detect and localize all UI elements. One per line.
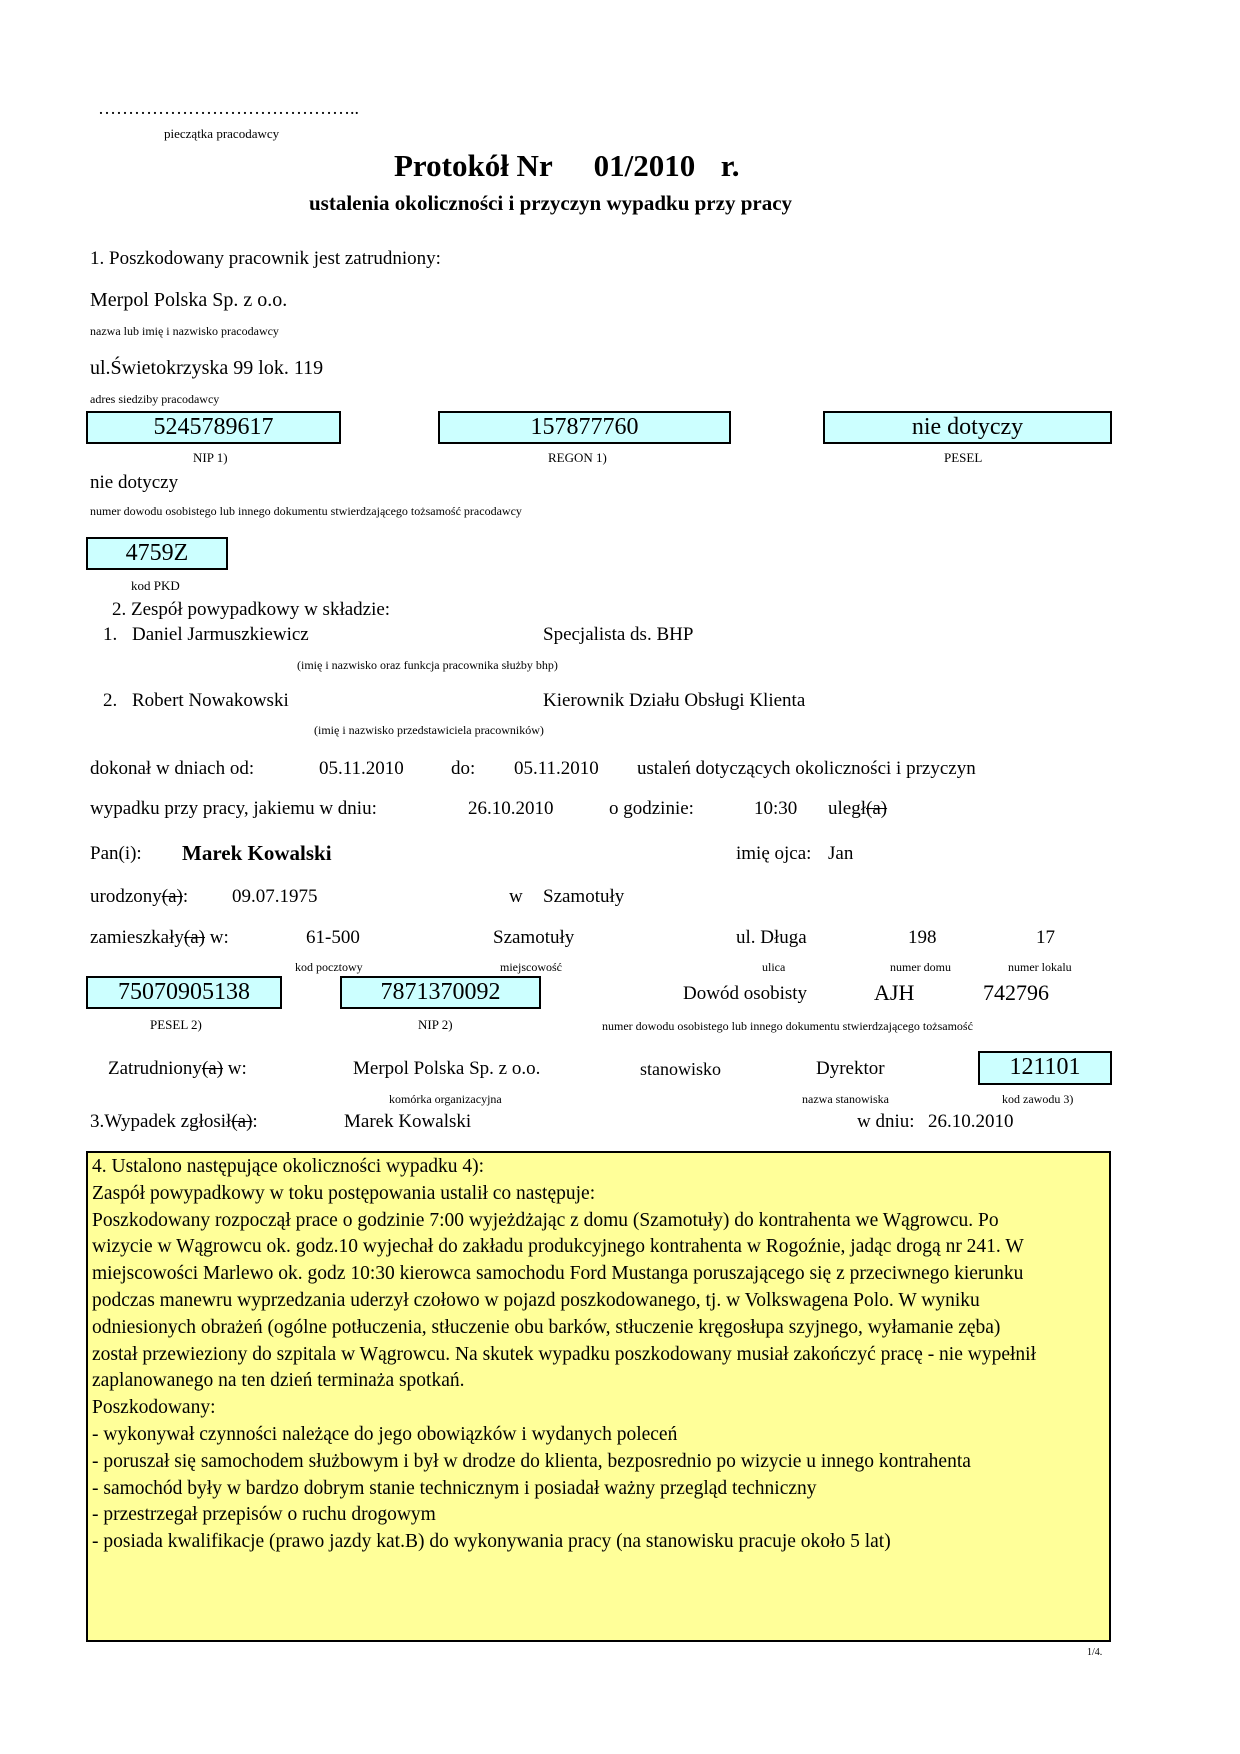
street-caption: ulica <box>762 960 786 974</box>
circumstances-line: odniesionych obrażeń (ogólne potłuczenia, stłuczenie obu barków, stłuczenie kręgosłupa szyjnego, wyłamanie zęba) <box>92 1316 1001 1338</box>
victim-name: Marek Kowalski <box>182 841 332 865</box>
hour-label: o godzinie: <box>609 798 694 819</box>
father-label: imię ojca: <box>736 843 812 864</box>
resides-suffix: w: <box>205 927 229 948</box>
title-suffix: r. <box>720 148 740 183</box>
report-label <box>90 1111 258 1133</box>
employer-address-caption: adres siedziby pracodawcy <box>90 392 220 406</box>
employer-id-doc-caption: numer dowodu osobistego lub innego dokumentu stwierdzającego tożsamość pracodawcy <box>90 504 522 518</box>
circumstances-line: - poruszał się samochodem służbowym i był w drodze do klienta, bezposrednio po wizycie u innego kontrahenta <box>92 1450 971 1472</box>
employed-strike: (a) <box>201 1058 224 1079</box>
circumstances-line: Poszkodowany rozpoczął prace o godzinie 7:00 wyjeżdżając z domu (Szamotuły) do kontrahenta we Wągrowcu. Po <box>92 1209 999 1231</box>
position-caption: nazwa stanowiska <box>802 1092 889 1106</box>
title-prefix: Protokół Nr <box>394 148 553 183</box>
employed-suffix: w: <box>223 1058 247 1079</box>
birth-in-label: w <box>509 886 523 907</box>
stamp-dots: …………………………………….. <box>98 98 359 118</box>
pkd-field: 4759Z <box>86 537 228 570</box>
victim-nip-caption: NIP 2) <box>418 1017 453 1032</box>
victim-pesel-caption: PESEL 2) <box>150 1017 202 1032</box>
doc-number: 742796 <box>983 980 1049 1005</box>
city: Szamotuły <box>493 927 575 948</box>
member-2-num: 2. <box>103 690 118 711</box>
position-name: Dyrektor <box>816 1058 885 1079</box>
page-subtitle: ustalenia okoliczności i przyczyn wypadku przy pracy <box>309 191 793 215</box>
page-title <box>394 148 739 184</box>
protocol-number: 01/2010 <box>593 148 696 183</box>
occupation-code-caption: kod zawodu 3) <box>1002 1092 1074 1106</box>
employer-nip-caption: NIP 1) <box>193 450 228 465</box>
done-label: dokonał w dniach od: <box>90 758 255 779</box>
accident-hour: 10:30 <box>754 798 798 819</box>
circumstances-line: - posiada kwalifikacje (prawo jazdy kat.B) do wykonywania pracy (na stanowisku pracuje około 5 lat) <box>92 1531 891 1553</box>
postal-caption: kod pocztowy <box>295 960 363 974</box>
ulegl-text: uległ <box>828 798 866 819</box>
employer-pesel-field: nie dotyczy <box>823 411 1112 444</box>
member-1-caption: (imię i nazwisko oraz funkcja pracownika służby bhp) <box>297 658 558 672</box>
accident-date: 26.10.2010 <box>468 798 554 819</box>
birth-place: Szamotuły <box>543 886 625 907</box>
ulegl-label <box>828 798 887 820</box>
employer-regon-caption: REGON 1) <box>548 450 607 465</box>
employer-id-doc: nie dotyczy <box>90 472 179 493</box>
doc-type: Dowód osobisty <box>683 983 808 1004</box>
circumstances-line: został przewieziony do szpitala w Wągrowcu. Na skutek wypadku poszkodowany musiał zakończyć pracę - nie wypełnił <box>92 1343 1036 1365</box>
section-2-label: 2. Zespół powypadkowy w składzie: <box>112 599 391 620</box>
circumstances-line: zaplanowanego na ten dzień terminaża spotkań. <box>92 1370 465 1392</box>
resides-text: zamieszkały <box>90 927 184 948</box>
circumstances-line: - wykonywał czynności należące do jego obowiązków i wydanych poleceń <box>92 1423 678 1445</box>
circumstances-line: Zaspół powypadkowy w toku postępowania ustalił co następuje: <box>92 1182 596 1204</box>
circumstances-heading: 4. Ustalono następujące okoliczności wypadku 4): <box>92 1156 485 1177</box>
born-text: urodzony <box>90 886 162 907</box>
member-1-name: Daniel Jarmuszkiewicz <box>132 624 309 645</box>
ulegl-strike: (a) <box>866 798 888 819</box>
born-label <box>90 886 188 908</box>
circumstances-line: - samochód były w bardzo dobrym stanie technicznym i posiadał ważny przegląd techniczny <box>92 1477 817 1499</box>
date-to-label: do: <box>451 758 476 779</box>
reporter-name: Marek Kowalski <box>344 1111 472 1132</box>
member-1-num: 1. <box>103 624 118 645</box>
circumstances-line: wizycie w Wągrowcu ok. godz.10 wyjechał do zakładu produkcyjnego kontrahenta w Rogoźnie, jadąc drogą nr 241. W <box>92 1236 1024 1258</box>
apartment-caption: numer lokalu <box>1008 960 1072 974</box>
postal-code: 61-500 <box>306 927 360 948</box>
report-date-label: w dniu: <box>857 1111 915 1132</box>
house-number: 198 <box>908 927 937 948</box>
city-caption: miejscowość <box>500 960 562 974</box>
member-2-role: Kierownik Działu Obsługi Klienta <box>543 690 806 711</box>
stamp-caption: pieczątka pracodawcy <box>164 126 280 141</box>
accident-label: wypadku przy pracy, jakiemu w dniu: <box>90 798 377 819</box>
occupation-code-field: 121101 <box>978 1051 1112 1085</box>
born-strike: (a) <box>161 886 183 907</box>
org-unit-caption: komórka organizacyjna <box>389 1092 502 1106</box>
birth-date: 09.07.1975 <box>232 886 318 907</box>
circumstances-line: miejscowości Marlewo ok. godz 10:30 kierowca samochodu Ford Mustanga poruszającego się z przeciwnego kierunku <box>92 1263 1024 1285</box>
resides-label <box>90 927 229 949</box>
page-number: 1/4. <box>1087 1647 1103 1658</box>
report-colon: : <box>252 1111 258 1132</box>
born-colon: : <box>182 886 189 907</box>
resides-strike: (a) <box>183 927 205 948</box>
doc-series: AJH <box>874 980 915 1005</box>
findings-label: ustaleń dotyczących okoliczności i przyczyn <box>637 758 976 779</box>
employed-text: Zatrudniony <box>108 1058 202 1079</box>
date-to: 05.11.2010 <box>514 758 599 779</box>
street: ul. Długa <box>736 927 807 948</box>
circumstances-line: Poszkodowany: <box>92 1397 216 1419</box>
employed-label <box>108 1058 247 1080</box>
victim-pesel-field: 75070905138 <box>86 976 282 1009</box>
employer-name: Merpol Polska Sp. z o.o. <box>90 289 288 311</box>
report-strike: (a) <box>231 1111 253 1132</box>
member-2-caption: (imię i nazwisko przedstawiciela pracowników) <box>314 723 544 737</box>
doc-caption: numer dowodu osobistego lub innego dokumentu stwierdzającego tożsamość <box>602 1019 973 1033</box>
section-1-label: 1. Poszkodowany pracownik jest zatrudniony: <box>90 248 441 269</box>
apartment-number: 17 <box>1036 927 1055 948</box>
circumstances-line: - przestrzegał przepisów o ruchu drogowym <box>92 1504 436 1526</box>
pkd-caption: kod PKD <box>131 578 180 593</box>
member-1-role: Specjalista ds. BHP <box>543 624 694 645</box>
report-text: 3.Wypadek zgłosił <box>90 1111 232 1132</box>
house-caption: numer domu <box>890 960 951 974</box>
pan-label: Pan(i): <box>90 843 142 864</box>
employer-regon-field: 157877760 <box>438 411 731 444</box>
employer-address: ul.Świetokrzyska 99 lok. 119 <box>90 357 324 379</box>
victim-nip-field: 7871370092 <box>340 976 541 1009</box>
org-unit: Merpol Polska Sp. z o.o. <box>353 1058 541 1079</box>
father-name: Jan <box>828 843 854 864</box>
employer-nip-field: 5245789617 <box>86 411 341 444</box>
employer-pesel-caption: PESEL <box>944 450 983 465</box>
position-label: stanowisko <box>640 1059 721 1079</box>
employer-name-caption: nazwa lub imię i nazwisko pracodawcy <box>90 324 279 338</box>
report-date: 26.10.2010 <box>928 1111 1014 1132</box>
member-2-name: Robert Nowakowski <box>132 690 289 711</box>
date-from: 05.11.2010 <box>319 758 404 779</box>
circumstances-box <box>86 1151 1111 1642</box>
circumstances-line: podczas manewru wyprzedzania uderzył czołowo w pojazd poszkodowanego, tj. w Volkswagena Polo. W wyniku <box>92 1289 980 1311</box>
